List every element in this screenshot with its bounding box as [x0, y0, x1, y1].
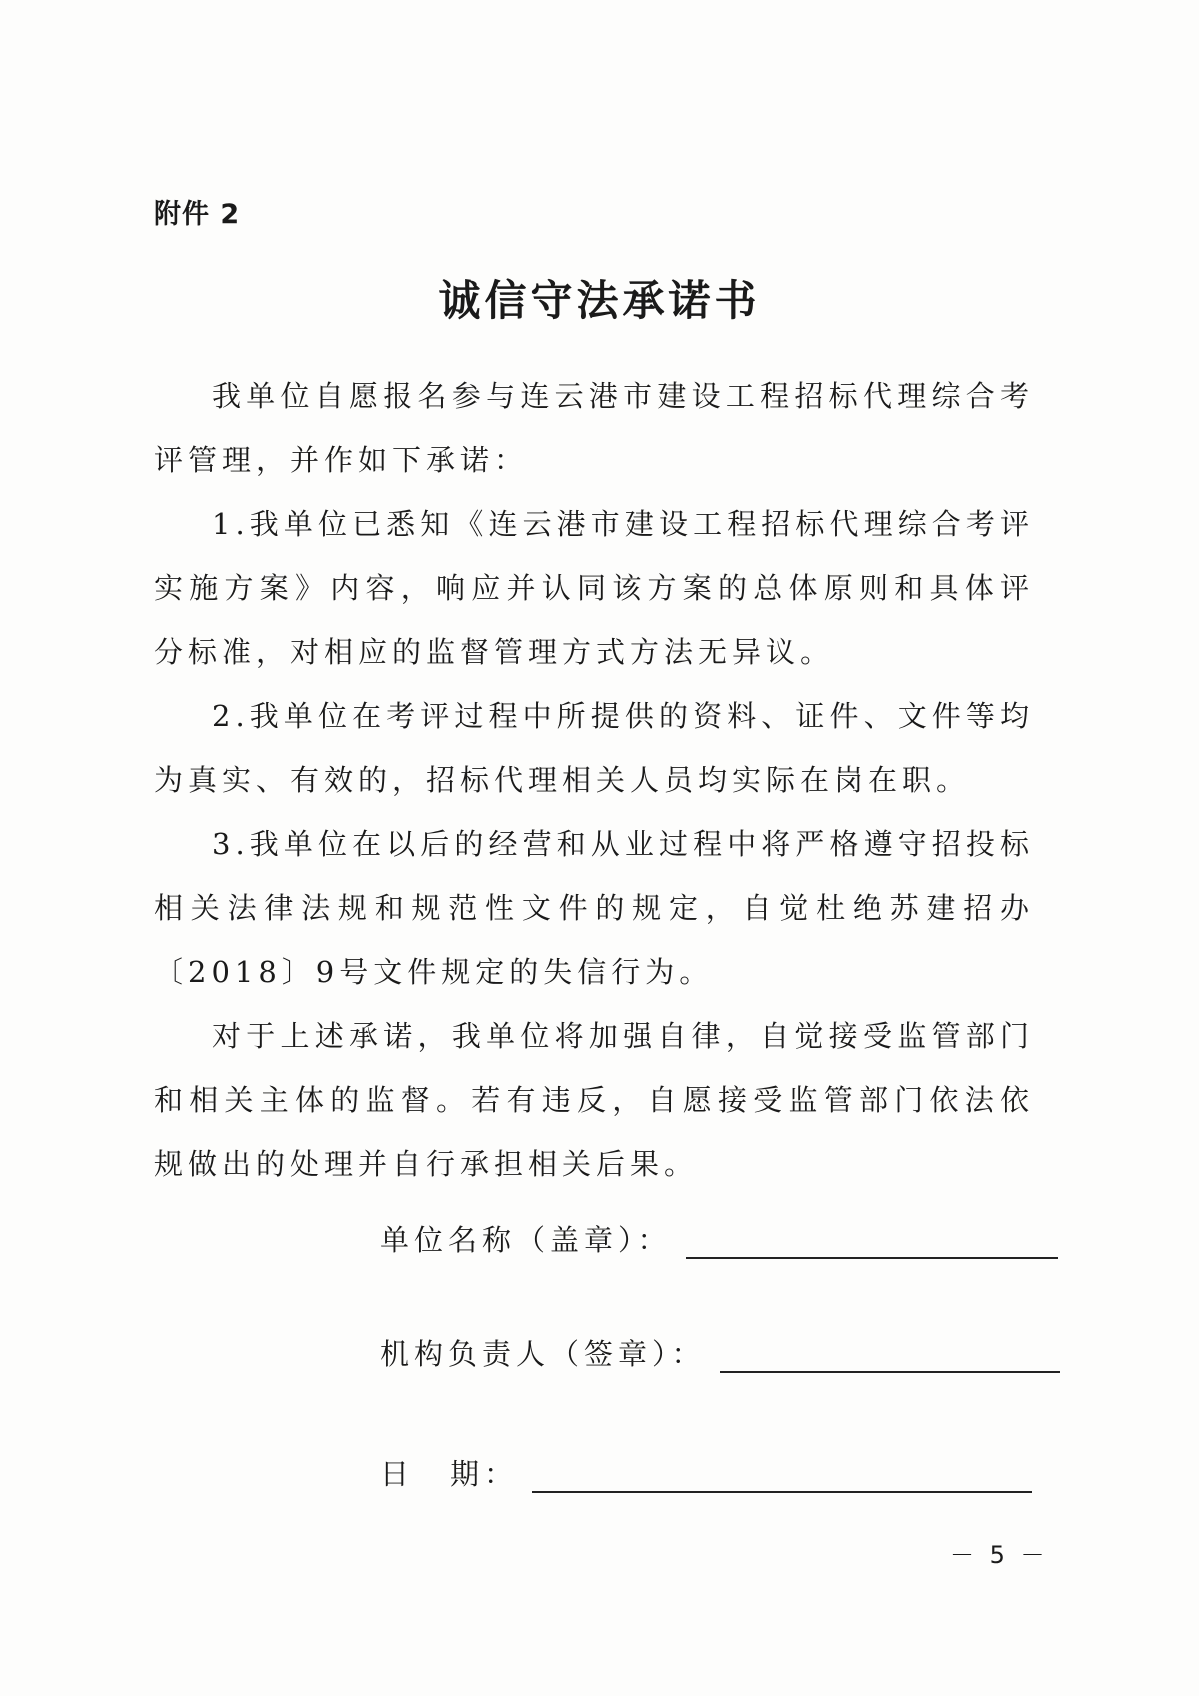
responsible-person-signature-line[interactable]	[720, 1337, 1060, 1373]
intro-paragraph: 我单位自愿报名参与连云港市建设工程招标代理综合考评管理，并作如下承诺：	[154, 379, 1034, 477]
date-label-part1: 日	[380, 1457, 415, 1491]
attachment-label: 附件 2	[154, 199, 241, 230]
page-number: － 5 －	[950, 1541, 1049, 1569]
unit-name-row	[380, 1218, 1058, 1259]
commitment-3-paragraph: 3.我单位在以后的经营和从业过程中将严格遵守招投标相关法律法规和规范性文件的规定，自觉杜绝苏建招办〔2018〕9号文件规定的失信行为。	[154, 827, 1034, 989]
commitment-2-paragraph: 2.我单位在考评过程中所提供的资料、证件、文件等均为真实、有效的，招标代理相关人员均实际在岗在职。	[154, 699, 1034, 797]
closing-paragraph: 对于上述承诺，我单位将加强自律，自觉接受监管部门和相关主体的监督。若有违反，自愿接受监管部门依法依规做出的处理并自行承担相关后果。	[154, 1019, 1034, 1181]
date-row	[380, 1452, 1032, 1493]
date-label-part2: 期：	[450, 1457, 519, 1491]
document-title: 诚信守法承诺书	[438, 276, 761, 325]
document-body	[154, 364, 1034, 1196]
commitment-1-paragraph: 1.我单位已悉知《连云港市建设工程招标代理综合考评实施方案》内容，响应并认同该方案的总体原则和具体评分标准，对相应的监督管理方式方法无异议。	[154, 507, 1034, 669]
unit-name-label: 单位名称（盖章）：	[380, 1223, 672, 1257]
date-signature-line[interactable]	[532, 1457, 1032, 1493]
responsible-person-label: 机构负责人（签章）：	[380, 1337, 706, 1371]
unit-name-signature-line[interactable]	[686, 1223, 1058, 1259]
responsible-person-row	[380, 1332, 1060, 1373]
